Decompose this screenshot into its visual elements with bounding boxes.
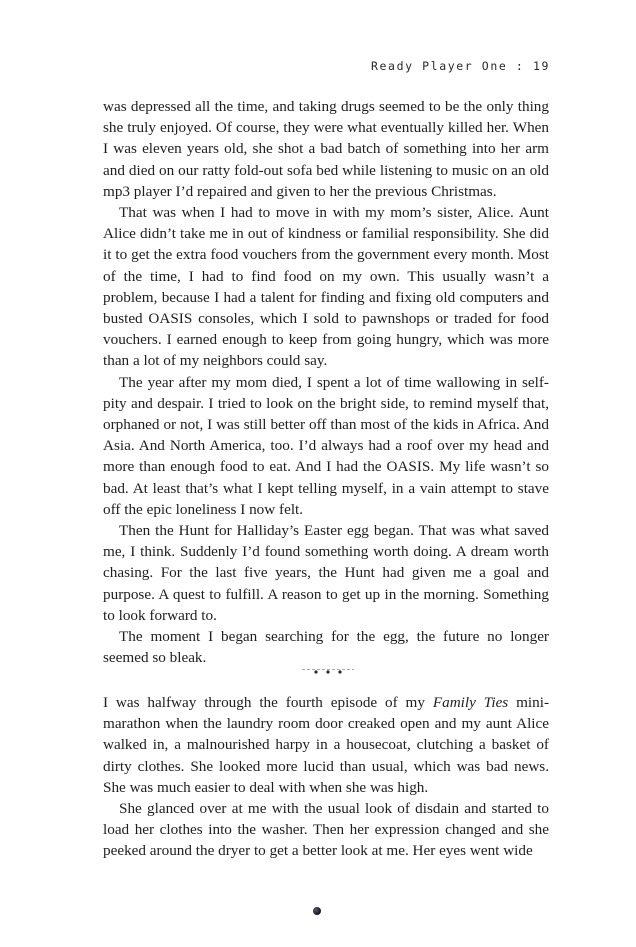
paragraph: The moment I began searching for the egg, the future no longer seemed so bleak.: [103, 628, 549, 667]
paragraph: The year after my mom died, I spent a lot of time wallowing in self-pity and despair. I tried to look on the bright side, to remind myself that, orphaned or not, I was still better off than most of the kids in Africa. And Asia. And North America, too. I’d always had a roof over my head and more than enough food to eat. And I had the OASIS. My life wasn’t so bad. At least that’s what I kept telling myself, in a vain attempt to stave off the epic loneliness I now felt.: [103, 373, 549, 518]
running-head: Ready Player One : 19: [371, 59, 550, 73]
page-ornament-dot-icon: [313, 907, 321, 915]
paragraph: [103, 692, 549, 798]
body-text-section-1: [103, 96, 549, 668]
paragraph: She glanced over at me with the usual look of disdain and started to load her clothes into the washer. Then her expression changed and she peeked around the dryer to get a better look at me. Her eyes went wide: [103, 800, 549, 860]
paragraph: That was when I had to move in with my mom’s sister, Alice. Aunt Alice didn’t take me in out of kindness or familial responsibility. She did it to get the extra food vouchers from the government every month. Most of the time, I had to find food on my own. This usually wasn’t a problem, because I had a talent for finding and fixing old computers and busted OASIS consoles, which I sold to pawnshops or traded for food vouchers. I earned enough to keep from going hungry, which was more than a lot of my neighbors could say.: [103, 204, 549, 370]
paragraph: was depressed all the time, and taking drugs seemed to be the only thing she truly enjoyed. Of course, they were what eventually killed her. When I was eleven years old, she shot a bad batch of something into her arm and died on our ratty fold-out sofa bed while listening to music on an old mp3 player I’d repaired and given to her the previous Christmas.: [103, 98, 549, 200]
section-break-ornament-icon: [300, 667, 356, 675]
body-text-section-2: [103, 692, 549, 862]
paragraph-text: I was halfway through the fourth episode of my: [103, 694, 433, 711]
paragraph: Then the Hunt for Halliday’s Easter egg began. That was what saved me, I think. Suddenly I’d found something worth doing. A dream worth chasing. For the last five years, the Hunt had given me a goal and purpose. A quest to fulfill. A reason to get up in the morning. Something to look forward to.: [103, 522, 549, 624]
paragraph-text: mini-marathon when the laundry room door creaked open and my aunt Alice walked in, a malnourished harpy in a housecoat, clutching a basket of dirty clothes. She looked more lucid than usual, which was bad news. She was much easier to deal with when she was high.: [103, 694, 549, 796]
show-title: Family Ties: [432, 694, 509, 711]
